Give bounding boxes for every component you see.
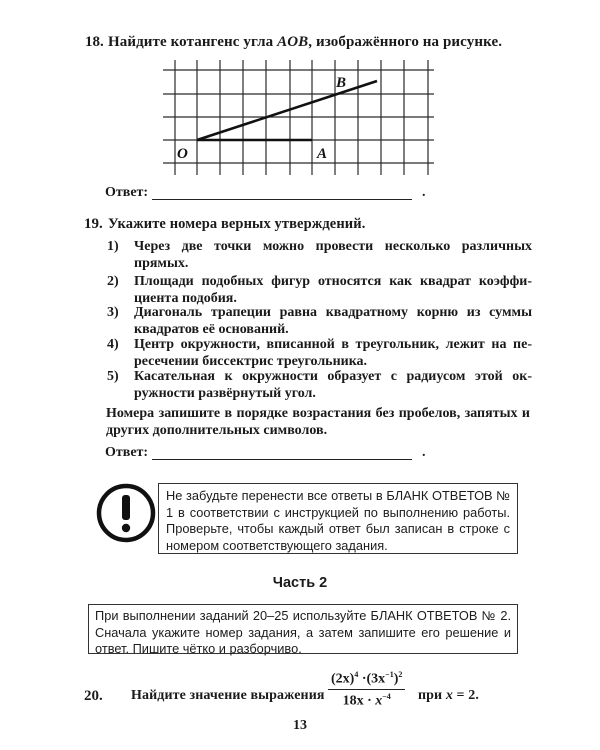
exclamation-circle-icon — [95, 482, 157, 544]
task-19-prompt-after: утверждений. — [270, 216, 366, 232]
fraction-denominator — [328, 690, 405, 710]
numerator-dot: · — [361, 671, 367, 687]
page-number: 13 — [293, 718, 307, 733]
task-18-figure — [0, 0, 600, 200]
denominator-base-b: x — [375, 693, 383, 709]
statement-1-number: 1) — [107, 239, 119, 254]
task-18-prompt-after: , изображённого на рисунке. — [308, 34, 503, 50]
condition-prefix: при — [418, 688, 446, 703]
statement-1-text: Через две точки можно провести несколько различных прямых. — [134, 239, 532, 271]
task-20-number: 20. — [84, 688, 103, 704]
task-18-answer-label: Ответ: — [105, 185, 149, 200]
numerator-exp-a: 4 — [354, 670, 359, 679]
statement-4-text: Центр окружности, вписанной в треугольник, лежит на пересечении биссектрис треугольника. — [134, 337, 532, 369]
task-19-prompt — [108, 216, 365, 233]
statement-2-number: 2) — [107, 274, 119, 289]
point-o-label: O — [177, 146, 188, 162]
expression-fraction — [328, 670, 405, 709]
task-19-answer-field[interactable] — [152, 459, 412, 460]
task-18-number: 18. — [85, 34, 104, 50]
statement-1 — [107, 238, 532, 272]
task-18-angle-name: AOB — [277, 34, 309, 50]
point-a-label: A — [317, 146, 328, 162]
task-18-prompt-before: Найдите котангенс угла — [108, 34, 278, 50]
part-2-title: Часть 2 — [272, 575, 328, 591]
task-19-number: 19. — [84, 216, 103, 232]
task-19-prompt-emphasis: верных — [220, 216, 271, 232]
task-19-prompt-before: Укажите номера — [108, 216, 221, 232]
point-b-label: B — [336, 75, 347, 91]
denominator-dot: · — [367, 693, 372, 709]
numerator-inner-exp-b: −1 — [385, 670, 394, 679]
task-20-prompt: Найдите значение выражения — [131, 688, 325, 703]
task-18-answer-dot: . — [422, 185, 426, 200]
notice-answer-sheet-1-text: Не забудьте перенести все ответы в БЛАНК ОТВЕТОВ № 1 в соответствии с инструкцией по выполнению работы. Проверьте, чтобы каждый ответ был записан в строке с номером соответствующего задания. — [166, 488, 510, 553]
task-19-answer-label: Ответ: — [105, 445, 149, 460]
task-19-answer-dot: . — [422, 445, 426, 460]
statement-4 — [107, 336, 532, 370]
statement-4-number: 4) — [107, 337, 119, 352]
denominator-term-a: 18x — [342, 693, 364, 709]
grid-paper — [163, 60, 434, 175]
fraction-numerator — [328, 670, 405, 690]
notice-answer-sheet-2-text: При выполнении заданий 20–25 используйте БЛАНК ОТВЕТОВ № 2. Сначала укажите номер задания, а затем запишите его решение и ответ. Пишите чётко и разборчиво. — [95, 608, 511, 656]
statement-3 — [107, 304, 532, 338]
task-19-instruction: Номера запишите в порядке возрастания без пробелов, запятых и других дополнительных символов. — [106, 406, 530, 438]
numerator-close-paren: ) — [393, 671, 399, 687]
statement-3-text: Диагональ трапеции равна квадратному корню из суммы квадратов её оснований. — [134, 305, 532, 337]
statement-2 — [107, 273, 532, 307]
task-18-answer-field[interactable] — [152, 199, 412, 200]
task-20-expression — [328, 670, 405, 709]
numerator-exp-b: 2 — [398, 670, 403, 679]
notice-answer-sheet-1 — [158, 483, 518, 554]
statement-5 — [107, 368, 532, 402]
ray-ob — [197, 81, 377, 140]
numerator-base-b: (3x — [366, 671, 386, 687]
statement-3-number: 3) — [107, 305, 119, 320]
condition-variable: x — [445, 688, 453, 703]
denominator-exp-b: −4 — [382, 691, 391, 701]
task-20-condition — [418, 688, 479, 704]
condition-value: = 2. — [452, 688, 479, 703]
statement-2-text: Площади подобных фигур относятся как квадрат коэффициента подобия. — [134, 274, 532, 306]
statement-5-number: 5) — [107, 369, 119, 384]
numerator-base-a: (2x) — [331, 671, 355, 687]
notice-answer-sheet-2 — [88, 604, 518, 654]
statement-5-text: Касательная к окружности образует с радиусом этой окружности развёрнутый угол. — [134, 369, 532, 401]
